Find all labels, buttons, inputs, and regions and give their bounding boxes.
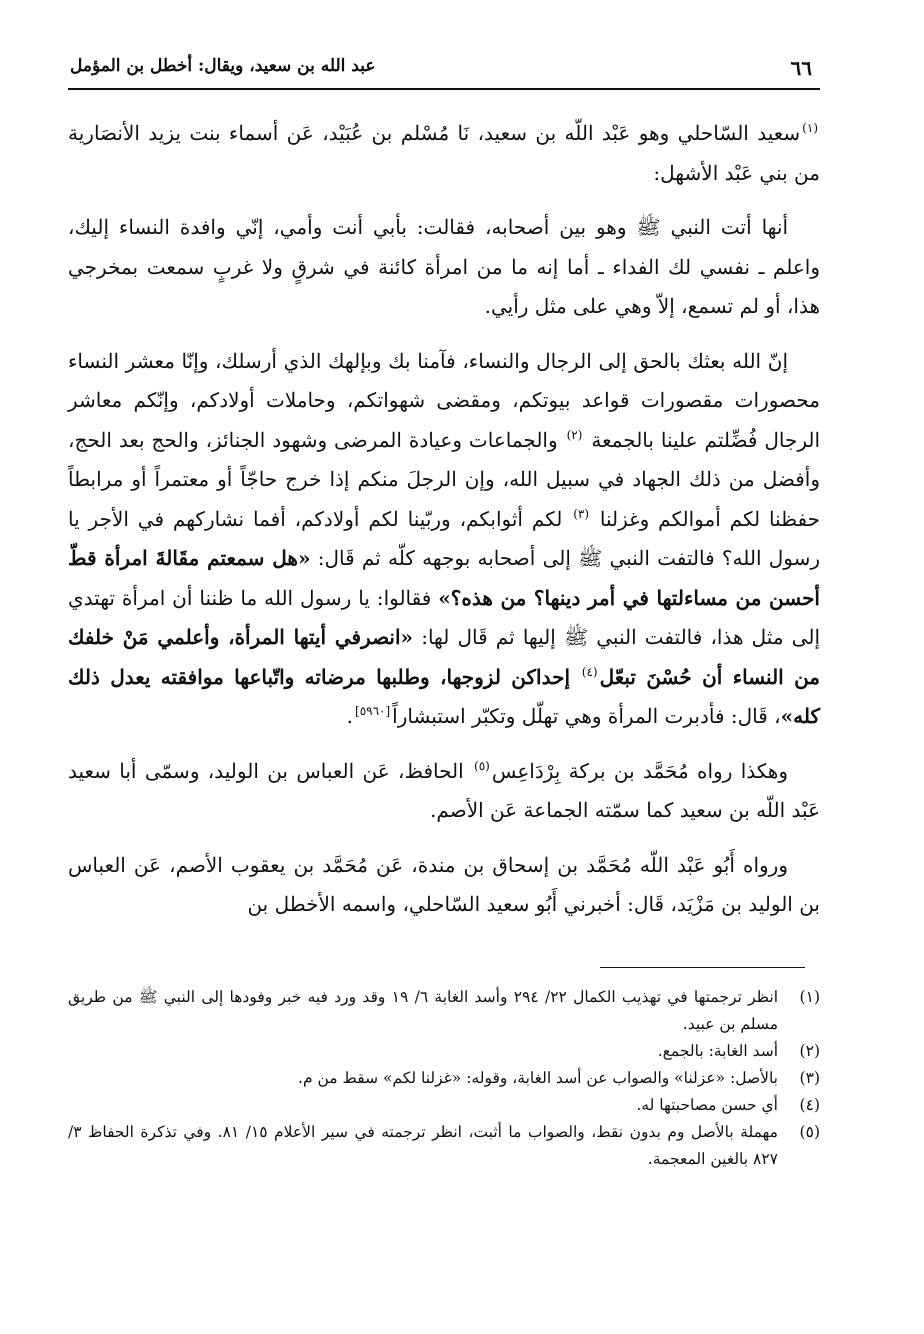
page-reference: [٥٩٦٠] (355, 704, 391, 719)
footnote-text: انظر ترجمتها في تهذيب الكمال ٢٢/ ٢٩٤ وأسد الغابة ٦/ ١٩ وقد ورد فيه خبر وفودها إلى النبي ﷺ من طريق مسلم بن عبيد. (68, 987, 778, 1033)
page-number: ٦٦ (790, 56, 812, 80)
page-header (68, 52, 820, 84)
footnote-number: (١) (799, 987, 820, 1006)
footnotes (68, 984, 820, 1173)
footnote-rule (600, 967, 805, 968)
footnote-3 (68, 1065, 820, 1092)
header-rule (68, 88, 820, 90)
hadith-quote: إحداكن لزوجها، وطلبها مرضاته واتّباعها موافقته يعدل ذلك كله» (68, 664, 820, 728)
paragraph-4 (68, 752, 820, 831)
paragraph-text: أنها أتت النبي ﷺ وهو بين أصحابه، فقالت: بأبي أنت وأمي، إنّي وافدة النساء إليك، واعلم ـ نفسي لك الفداء ـ أما إنه ما من امرأة كائنة في شرقٍ ولا غربٍ سمعت بمخرجي هذا، أو لم تسمع، إلاّ وهي على مثل رأيي. (68, 215, 820, 318)
footnote-separator (68, 967, 820, 968)
paragraph-3 (68, 342, 820, 737)
footnote-ref-4[interactable]: (٤) (581, 664, 598, 679)
footnote-2 (68, 1038, 820, 1065)
paragraph-text: الحافظ، عَن العباس بن الوليد، وسمّى أبا سعيد عَبْد اللّه بن سعيد كما سمّته الجماعة عَن الأصم. (68, 758, 820, 822)
footnote-ref-3[interactable]: (٣) (573, 506, 590, 521)
footnote-text: مهملة بالأصل وم بدون نقط، والصواب ما أثبت، انظر ترجمته في سير الأعلام ١٥/ ٨١. وفي تذكرة الحفاظ ٣/ ٨٢٧ بالغين المعجمة. (68, 1122, 778, 1168)
paragraph-text: وهكذا رواه مُحَمَّد بن بركة بِرْدَاعِس (491, 758, 788, 783)
footnote-number: (٥) (799, 1122, 820, 1141)
paragraph-text: لكم أثوابكم، وربّينا لكم أولادكم، أفما نشاركهم في الأجر يا رسول الله؟ فالتفت النبي ﷺ إلى أصحابه بوجهه كلّه ثم قَال: (68, 506, 821, 570)
running-title: عبد الله بن سعيد، ويقال: أخطل بن المؤمل (70, 56, 376, 76)
paragraph-text: فقالوا: يا رسول الله ما ظننا أن امرأة تهتدي إلى مثل هذا، فالتفت النبي ﷺ إليها ثم قَال لها: (68, 585, 820, 649)
footnote-text: أسد الغابة: بالجمع. (657, 1041, 778, 1060)
footnote-number: (٣) (799, 1068, 820, 1087)
footnote-4 (68, 1092, 820, 1119)
hadith-quote: «هل سمعتم مقَالةَ امرأة قطّ أحسن من مساءلتها في أمر دينها؟ من هذه؟» (68, 546, 820, 610)
footnote-text: أي حسن مصاحبتها له. (636, 1095, 778, 1114)
paragraph-text: والجماعات وعيادة المرضى وشهود الجنائز، والحج بعد الحج، وأفضل من ذلك الجهاد في سبيل الله، وإن الرجلَ منكم إذا خرج حاجّاً أو معتمراً أو مرابطاً حفظنا لكم أموالكم وغزلنا (68, 427, 821, 531)
paragraph-1 (68, 114, 820, 193)
paragraph-2 (68, 208, 820, 327)
main-text (68, 114, 820, 925)
footnote-ref-2[interactable]: (٢) (566, 427, 583, 442)
footnote-number: (٤) (799, 1095, 820, 1114)
book-page (68, 52, 820, 1173)
paragraph-5 (68, 846, 820, 925)
paragraph-text: إنّ الله بعثك بالحق إلى الرجال والنساء، فآمنا بك وبإلهك الذي أرسلك، وإنّا معشر النساء محصورات مقصورات قواعد بيوتكم، ومقضى شهواتكم، وحاملات أولادكم، وإنّكم معاشر الرجال فُضِّلتم علينا بالجمعة (68, 348, 821, 452)
footnote-number: (٢) (799, 1041, 820, 1060)
footnote-ref-1[interactable]: (١) (802, 121, 818, 136)
paragraph-text: سعيد السّاحلي وهو عَبْد اللّه بن سعيد، نَا مُسْلم بن عُبَيْد، عَن أسماء بنت يزيد الأنصَارية من بني عَبْد الأشهل: (68, 121, 820, 185)
footnote-5 (68, 1119, 820, 1173)
hadith-quote: «انصرفي أيتها المرأة، وأعلمي مَنْ خلفك من النساء أن حُسْنَ تبعّل (68, 625, 821, 689)
footnote-text: بالأصل: «عزلنا» والصواب عن أسد الغابة، وقوله: «غزلنا لكم» سقط من م. (298, 1068, 778, 1087)
footnote-ref-5[interactable]: (٥) (474, 758, 490, 773)
paragraph-text: . (346, 704, 353, 728)
paragraph-text: ، قَال: فأدبرت المرأة وهي تهلّل وتكبّر استبشاراً (392, 704, 781, 728)
footnote-1 (68, 984, 820, 1038)
paragraph-text: ورواه أَبُو عَبْد اللّه مُحَمَّد بن إسحاق بن مندة، عَن مُحَمَّد بن يعقوب الأصم، عَن العباس بن الوليد بن مَزْيَد، قَال: أخبرني أَبُو سعيد السّاحلي، واسمه الأخطل بن (68, 852, 820, 916)
